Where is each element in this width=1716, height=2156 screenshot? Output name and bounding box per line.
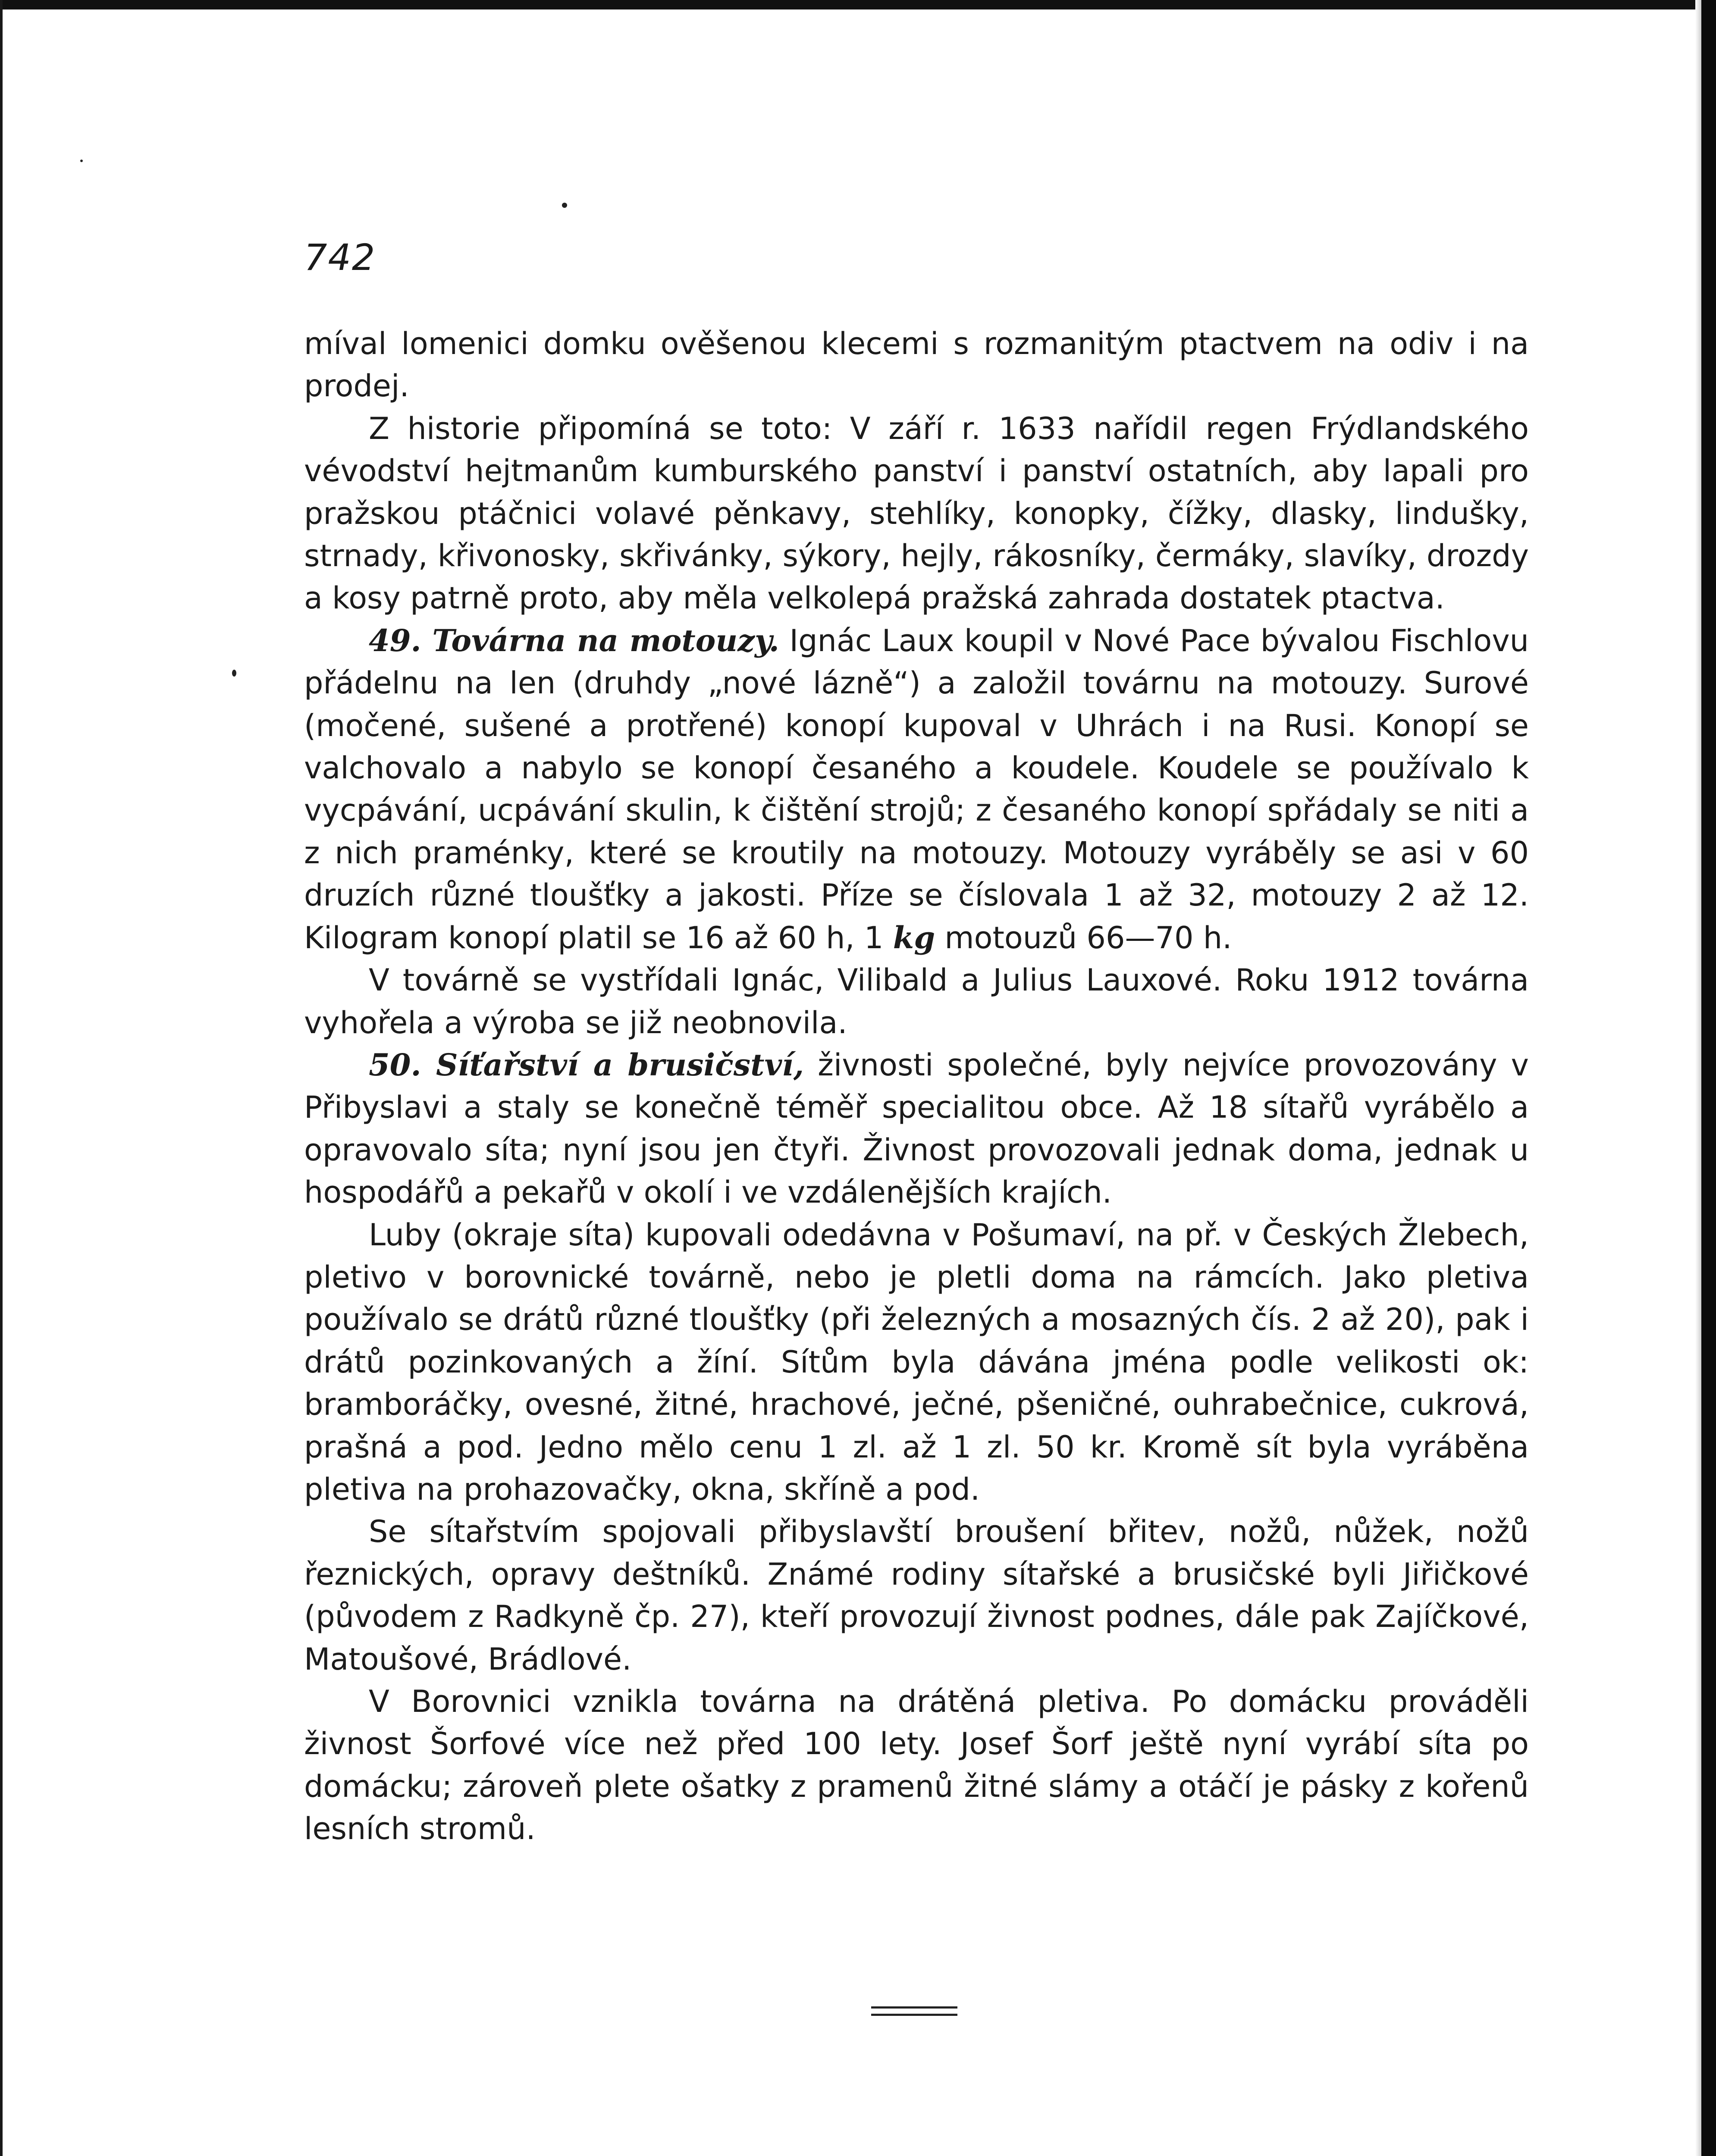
section-heading: 49. Továrna na motouzy. <box>369 622 780 658</box>
page-number: 742 <box>304 236 376 279</box>
paragraph-text: V továrně se vystřídali Ignác, Vilibald a Julius Lauxové. Roku 1912 továrna vyhořela a výroba se již neobnovila. <box>304 962 1529 1040</box>
paragraph <box>304 1214 1529 1511</box>
paragraph <box>304 620 1529 959</box>
paragraph <box>304 323 1529 407</box>
paragraph-text: míval lomenici domku ověšenou klecemi s rozmanitým ptactvem na odiv i na prodej. <box>304 326 1529 404</box>
paragraph <box>304 1044 1529 1214</box>
paragraph <box>304 959 1529 1044</box>
scan-edge-left <box>0 0 3 2156</box>
scan-edge-right <box>1701 0 1716 2156</box>
body-text <box>304 323 1529 1850</box>
scan-edge-top <box>0 0 1716 9</box>
paragraph-text: motouzů 66—70 h. <box>935 920 1232 956</box>
scan-speck <box>80 160 83 162</box>
scan-speck <box>562 203 567 208</box>
section-heading: 50. Síťařství a brusičství, <box>369 1047 804 1083</box>
paragraph-text: Luby (okraje síta) kupovali odedávna v Pošumaví, na př. v Českých Žlebech, pletivo v borovnické továrně, nebo je pletli doma na rámcích. Jako pletiva používalo se drátů různé tloušťky (při železných a mosazných čís. 2 až 20), pak i drátů pozinkovaných a žíní. Sítům byla dávána jména podle velikosti ok: bramboráčky, ovesné, žitné, hrachové, ječné, pšeničné, ouhrabečnice, cukrová, prašná a pod. Jedno mělo cenu 1 zl. až 1 zl. 50 kr. Kromě sít byla vyráběna pletiva na prohazovačky, okna, skříně a pod. <box>304 1217 1529 1507</box>
paragraph <box>304 407 1529 620</box>
section-end-rule <box>871 2006 957 2018</box>
scan-speck <box>232 670 236 677</box>
paragraph-text: V Borovnici vznikla továrna na drátěná pletiva. Po domácku prováděli živnost Šorfové více než před 100 lety. Josef Šorf ještě nyní vyrábí síta po domácku; zároveň plete ošatky z pramenů žitné slámy a otáčí je pásky z kořenů lesních stromů. <box>304 1684 1529 1847</box>
paragraph-text: Z historie připomíná se toto: V září r. 1633 nařídil regen Frýdlandského vévodství hejtmanům kumburského panství i panství ostatních, aby lapali pro pražskou ptáčnici volavé pěnkavy, stehlíky, konopky, čížky, dlasky, lindušky, strnady, křivonosky, skřivánky, sýkory, hejly, rákosníky, čermáky, slavíky, drozdy a kosy patrně proto, aby měla velkolepá pražská zahrada dostatek ptactva. <box>304 411 1529 616</box>
scan-edge-shadow <box>1695 0 1701 2156</box>
paragraph <box>304 1510 1529 1680</box>
paragraph-text: Se sítařstvím spojovali přibyslavští broušení břitev, nožů, nůžek, nožů řeznických, opravy deštníků. Známé rodiny sítařské a brusičské byli Jiřičkové (původem z Radkyně čp. 27), kteří provozují živnost podnes, dále pak Zajíčkové, Matoušové, Brádlové. <box>304 1514 1529 1677</box>
unit-abbreviation: kg <box>893 919 935 956</box>
paragraph-text: živnosti společné, byly nejvíce provozovány v Přibyslavi a staly se konečně téměř specialitou obce. Až 18 sítařů vyrábělo a opravovalo síta; nyní jsou jen čtyři. Živnost provozovali jednak doma, jednak u hospodářů a pekařů v okolí i ve vzdálenějších krajích. <box>304 1047 1529 1210</box>
paragraph-text: Ignác Laux koupil v Nové Pace bývalou Fischlovu přádelnu na len (druhdy „nové lázně“) a založil továrnu na motouzy. Surové (močené, sušené a protřené) konopí kupoval v Uhrách i na Rusi. Konopí se valchovalo a nabylo se konopí česaného a koudele. Koudele se používalo k vycpávání, ucpávání skulin, k čištění strojů; z česaného konopí spřádaly se niti a z nich praménky, které se kroutily na motouzy. Motouzy vyráběly se asi v 60 druzích různé tloušťky a jakosti. Příze se číslovala 1 až 32, motouzy 2 až 12. Kilogram konopí platil se 16 až 60 h, 1 <box>304 623 1529 956</box>
paragraph <box>304 1680 1529 1850</box>
